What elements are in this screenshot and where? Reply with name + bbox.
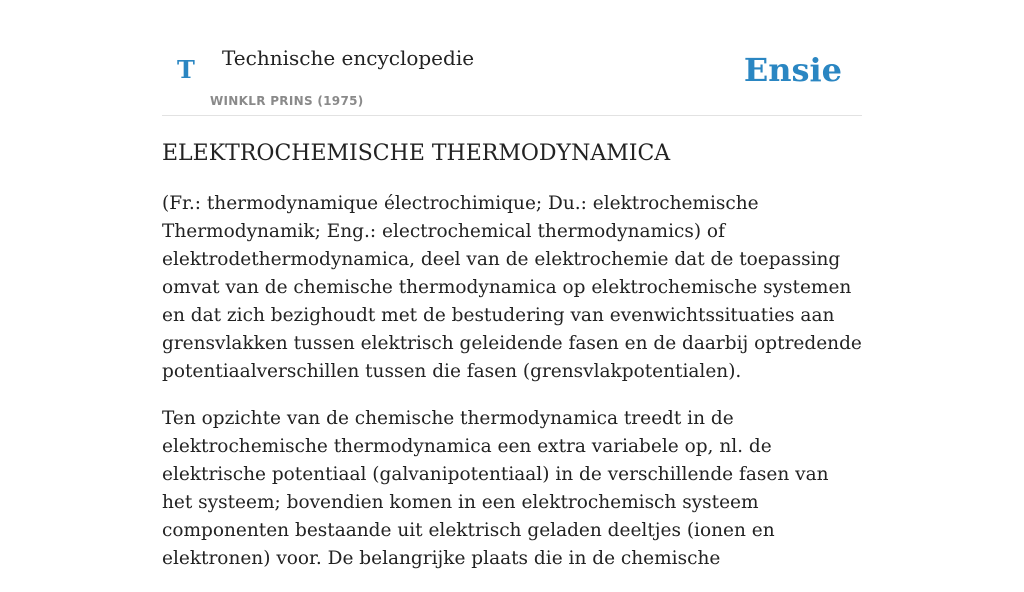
source-subtitle: WINKLR PRINS (1975)	[210, 94, 364, 108]
article-paragraph: (Fr.: thermodynamique électrochimique; Du.: elektrochemische Thermodynamik; Eng.: electrochemical thermodynamics) of elektrodethermodynamica, deel van de elektrochemie dat de toepassing omvat van de chemische thermodynamica op elektrochemische systemen en dat zich bezighoudt met de bestudering van evenwichtssituaties aan grensvlakken tussen elektrisch geleidende fasen en de daarbij optredende potentiaalverschillen tussen die fasen (grensvlakpotentialen).	[162, 193, 862, 382]
logo-icon[interactable]: T	[177, 55, 195, 84]
site-header	[162, 0, 862, 116]
article-content	[162, 138, 864, 592]
brand-logo[interactable]: Ensie	[743, 51, 842, 89]
article-paragraph: Ten opzichte van de chemische thermodynamica treedt in de elektrochemische thermodynamica een extra variabele op, nl. de elektrische potentiaal (galvanipotentiaal) in de verschillende fasen van het systeem; bovendien komen in een elektrochemisch systeem componenten bestaande uit elektrisch geladen deeltjes (ionen en elektronen) voor. De belangrijke plaats die in de chemische	[162, 408, 829, 569]
site-title-link[interactable]: Technische encyclopedie	[222, 46, 475, 70]
article-title: ELEKTROCHEMISCHE THERMODYNAMICA	[162, 141, 671, 166]
